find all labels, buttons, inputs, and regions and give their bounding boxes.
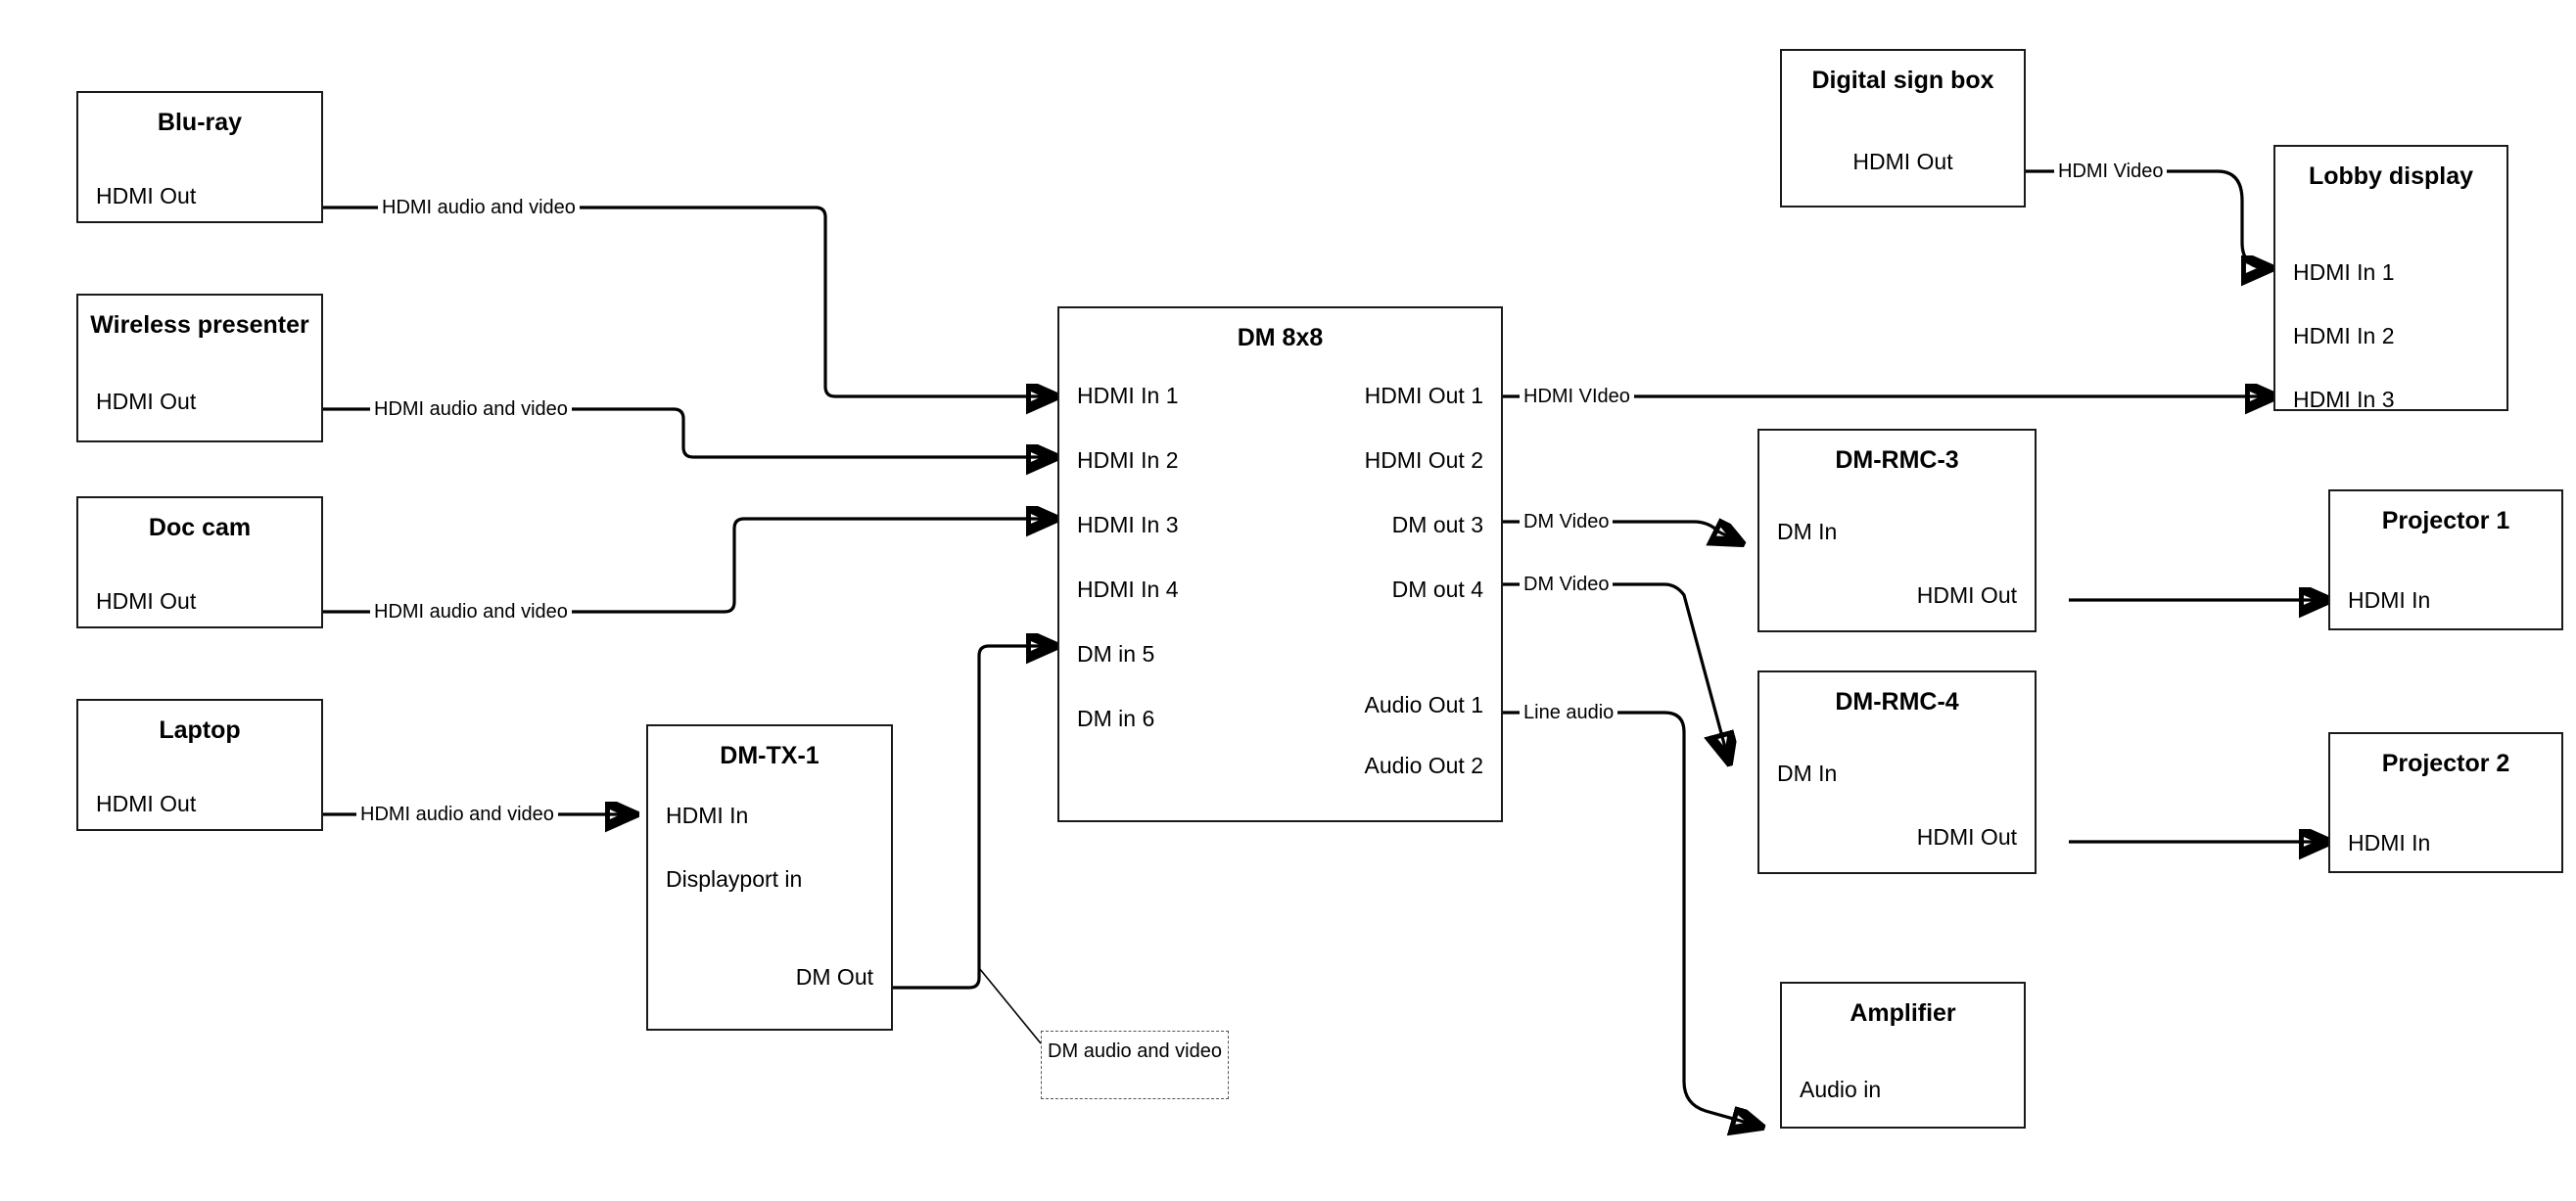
port-dmtx1-dm-out[interactable]: DM Out xyxy=(795,964,873,990)
port-dm8x8-hdmi-out-1[interactable]: HDMI Out 1 xyxy=(1364,383,1483,408)
port-rmc4-dm-in[interactable]: DM In xyxy=(1777,761,1838,786)
node-lobby-display[interactable] xyxy=(2273,145,2508,411)
edge-label-audio1-to-amp: Line audio xyxy=(1520,701,1617,724)
node-bluray-title: Blu-ray xyxy=(157,109,243,136)
node-projector-1[interactable] xyxy=(2328,489,2563,630)
node-bluray[interactable] xyxy=(76,91,323,223)
port-bluray-hdmi-out[interactable]: HDMI Out xyxy=(96,183,197,208)
node-laptop[interactable] xyxy=(76,699,323,831)
node-dm-8x8[interactable] xyxy=(1057,306,1503,822)
port-projector1-hdmi-in[interactable]: HDMI In xyxy=(2348,587,2431,613)
edge-label-wireless-to-dm: HDMI audio and video xyxy=(370,397,572,421)
node-projector-2-title: Projector 2 xyxy=(2381,750,2510,777)
node-amplifier-title: Amplifier xyxy=(1850,999,1956,1027)
edge-label-dmout1-to-lobby: HDMI VIdeo xyxy=(1520,385,1634,408)
port-dm8x8-hdmi-in-1[interactable]: HDMI In 1 xyxy=(1077,383,1179,408)
node-dm-rmc-4-title: DM-RMC-4 xyxy=(1835,688,1959,716)
port-dm8x8-dm-out-3[interactable]: DM out 3 xyxy=(1391,512,1483,537)
port-dmtx1-hdmi-in[interactable]: HDMI In xyxy=(666,803,749,828)
port-dm8x8-dm-in-6[interactable]: DM in 6 xyxy=(1077,706,1155,731)
node-wireless-presenter[interactable] xyxy=(76,294,323,442)
node-lobby-display-title: Lobby display xyxy=(2308,162,2474,190)
edge-label-dmout3-to-rmc3: DM Video xyxy=(1520,510,1613,533)
port-lobby-hdmi-in-1[interactable]: HDMI In 1 xyxy=(2293,259,2395,285)
port-dmtx1-displayport-in[interactable]: Displayport in xyxy=(666,866,803,892)
node-amplifier[interactable] xyxy=(1780,982,2026,1129)
port-laptop-hdmi-out[interactable]: HDMI Out xyxy=(96,791,197,816)
port-doccam-hdmi-out[interactable]: HDMI Out xyxy=(96,588,197,614)
port-projector2-hdmi-in[interactable]: HDMI In xyxy=(2348,830,2431,855)
port-lobby-hdmi-in-2[interactable]: HDMI In 2 xyxy=(2293,323,2395,348)
node-projector-1-title: Projector 1 xyxy=(2381,507,2510,534)
node-dm-8x8-title: DM 8x8 xyxy=(1237,324,1324,351)
port-dm8x8-hdmi-in-3[interactable]: HDMI In 3 xyxy=(1077,512,1179,537)
node-laptop-title: Laptop xyxy=(159,716,241,744)
port-dm8x8-hdmi-in-2[interactable]: HDMI In 2 xyxy=(1077,447,1179,473)
node-projector-2[interactable] xyxy=(2328,732,2563,873)
node-doc-cam[interactable] xyxy=(76,496,323,628)
port-rmc3-dm-in[interactable]: DM In xyxy=(1777,519,1838,544)
port-rmc4-hdmi-out[interactable]: HDMI Out xyxy=(1916,824,2017,850)
node-doc-cam-title: Doc cam xyxy=(148,514,252,541)
port-dm8x8-hdmi-out-2[interactable]: HDMI Out 2 xyxy=(1364,447,1483,473)
edge-label-laptop-to-tx: HDMI audio and video xyxy=(356,803,558,826)
port-dm8x8-audio-out-1[interactable]: Audio Out 1 xyxy=(1364,692,1483,717)
node-dm-rmc-3[interactable] xyxy=(1757,429,2037,632)
node-digital-sign-box[interactable] xyxy=(1780,49,2026,208)
edge-label-bluray-to-dm: HDMI audio and video xyxy=(378,196,580,219)
edge-label-dmout4-to-rmc4: DM Video xyxy=(1520,573,1613,596)
node-wireless-presenter-title: Wireless presenter xyxy=(90,311,309,339)
node-dm-rmc-3-title: DM-RMC-3 xyxy=(1835,446,1959,474)
port-dm8x8-audio-out-2[interactable]: Audio Out 2 xyxy=(1364,753,1483,778)
node-dm-tx-1-title: DM-TX-1 xyxy=(720,742,820,769)
port-dm8x8-dm-in-5[interactable]: DM in 5 xyxy=(1077,641,1155,667)
port-amplifier-audio-in[interactable]: Audio in xyxy=(1800,1077,1882,1102)
port-signbox-hdmi-out[interactable]: HDMI Out xyxy=(1852,149,1953,174)
port-wireless-hdmi-out[interactable]: HDMI Out xyxy=(96,389,197,414)
port-rmc3-hdmi-out[interactable]: HDMI Out xyxy=(1916,582,2017,608)
port-dm8x8-hdmi-in-4[interactable]: HDMI In 4 xyxy=(1077,577,1179,602)
node-digital-sign-box-title: Digital sign box xyxy=(1811,67,1994,94)
node-dm-rmc-4[interactable] xyxy=(1757,670,2037,874)
port-lobby-hdmi-in-3[interactable]: HDMI In 3 xyxy=(2293,387,2395,412)
edge-label-signbox-to-lobby: HDMI Video xyxy=(2054,160,2167,183)
port-dm8x8-dm-out-4[interactable]: DM out 4 xyxy=(1391,577,1483,602)
edge-label-doccam-to-dm: HDMI audio and video xyxy=(370,600,572,624)
node-dm-tx-1[interactable] xyxy=(646,724,893,1031)
note-dm-audio-video: DM audio and video xyxy=(1041,1031,1229,1099)
